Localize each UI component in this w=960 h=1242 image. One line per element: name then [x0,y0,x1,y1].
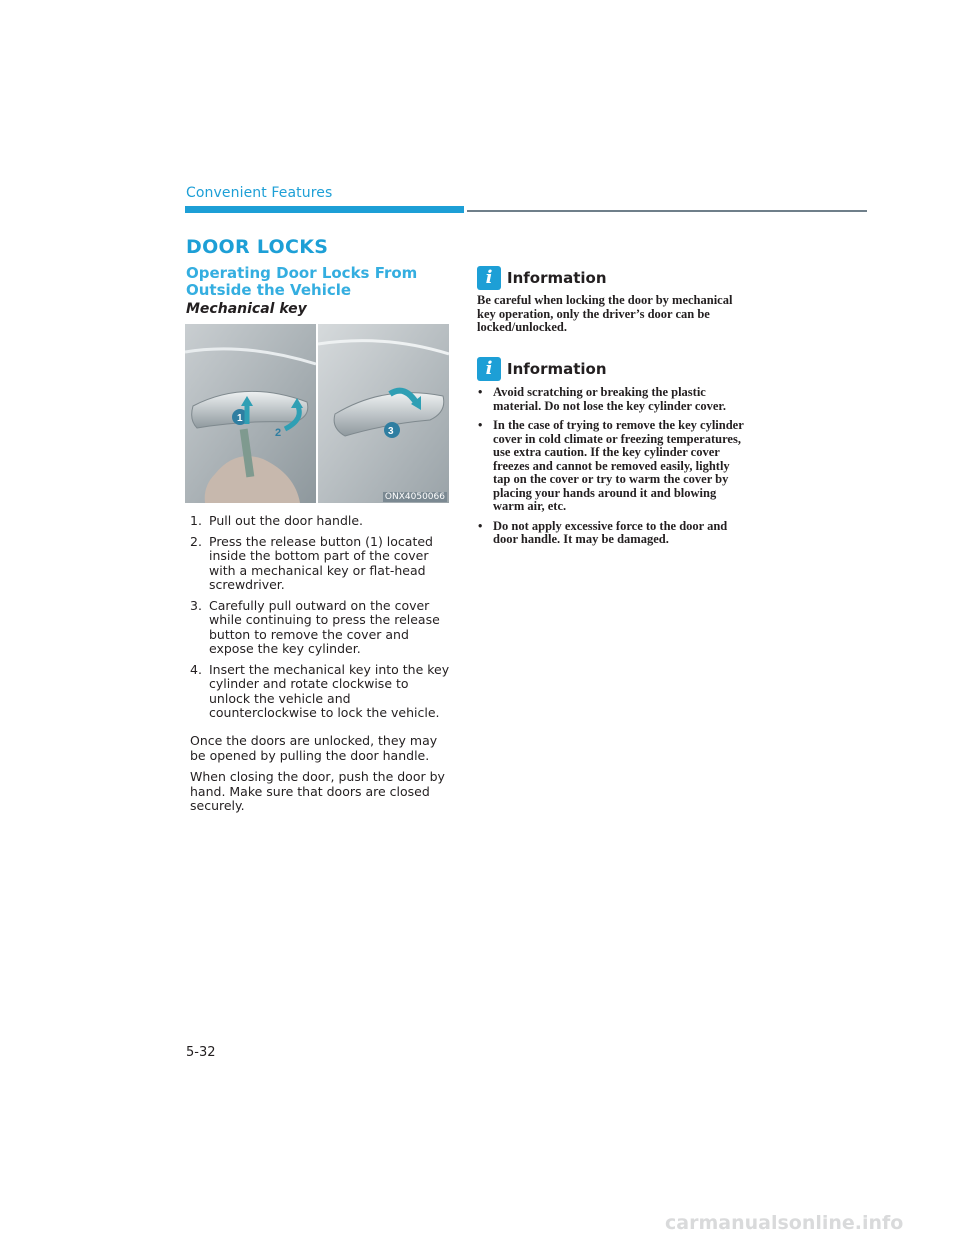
section-subtitle: Operating Door Locks From Outside the Vehicle [186,264,418,299]
step-4: 4. Insert the mechanical key into the key cylinder and rotate clockwise to unlock the vehicle and counterclockwise to lock the vehicle. [190,661,450,720]
info-icon: i [477,357,501,381]
info-text: Be careful when locking the door by mechanical key operation, only the driver’s door can be locked/unlocked. [477,293,733,334]
door-handle-image [185,324,449,503]
callout-2: 2 [275,427,282,439]
subsection-title: Mechanical key [186,301,307,317]
step-3: 3. Carefully pull outward on the cover while continuing to press the release button to remove the cover and expose the key cylinder. [190,597,440,656]
callout-1: 1 [237,413,243,424]
watermark: carmanualsonline.info [665,1212,904,1234]
info-heading: i Information [477,266,607,290]
procedure-steps [190,514,452,727]
header-rule [467,210,867,212]
header-accent-bar [185,206,464,213]
list-item: • Do not apply excessive force to the door and door handle. It may be damaged. [478,518,728,546]
list-item: • In the case of trying to remove the key cylinder cover in cold climate or freezing temperatures, use extra caution. If the key cylinder cover freezes and cannot be removed easily, lightly tap on the cover or try to warm the cover by placing your hands around it and blowing warm air, etc. [478,418,744,513]
door-handle-illustration [185,324,449,503]
info-icon: i [477,266,501,290]
section-header: Convenient Features [186,185,333,201]
info-heading: i Information [477,357,607,381]
page-title: DOOR LOCKS [186,236,329,258]
page-number: 5-32 [186,1045,216,1060]
step-2: 2. Press the release button (1) located inside the bottom part of the cover with a mechanical key or flat-head screwdriver. [190,533,433,592]
list-item: • Avoid scratching or breaking the plastic material. Do not lose the key cylinder cover. [478,385,726,413]
info-bullet-list [477,386,747,553]
step-1: 1. Pull out the door handle. [190,513,364,528]
body-paragraph: When closing the door, push the door by hand. Make sure that doors are closed securely. [190,769,445,813]
figure-code: ONX4050066 [384,492,445,502]
callout-3: 3 [388,426,394,437]
body-paragraph: Once the doors are unlocked, they may be opened by pulling the door handle. [190,733,438,763]
